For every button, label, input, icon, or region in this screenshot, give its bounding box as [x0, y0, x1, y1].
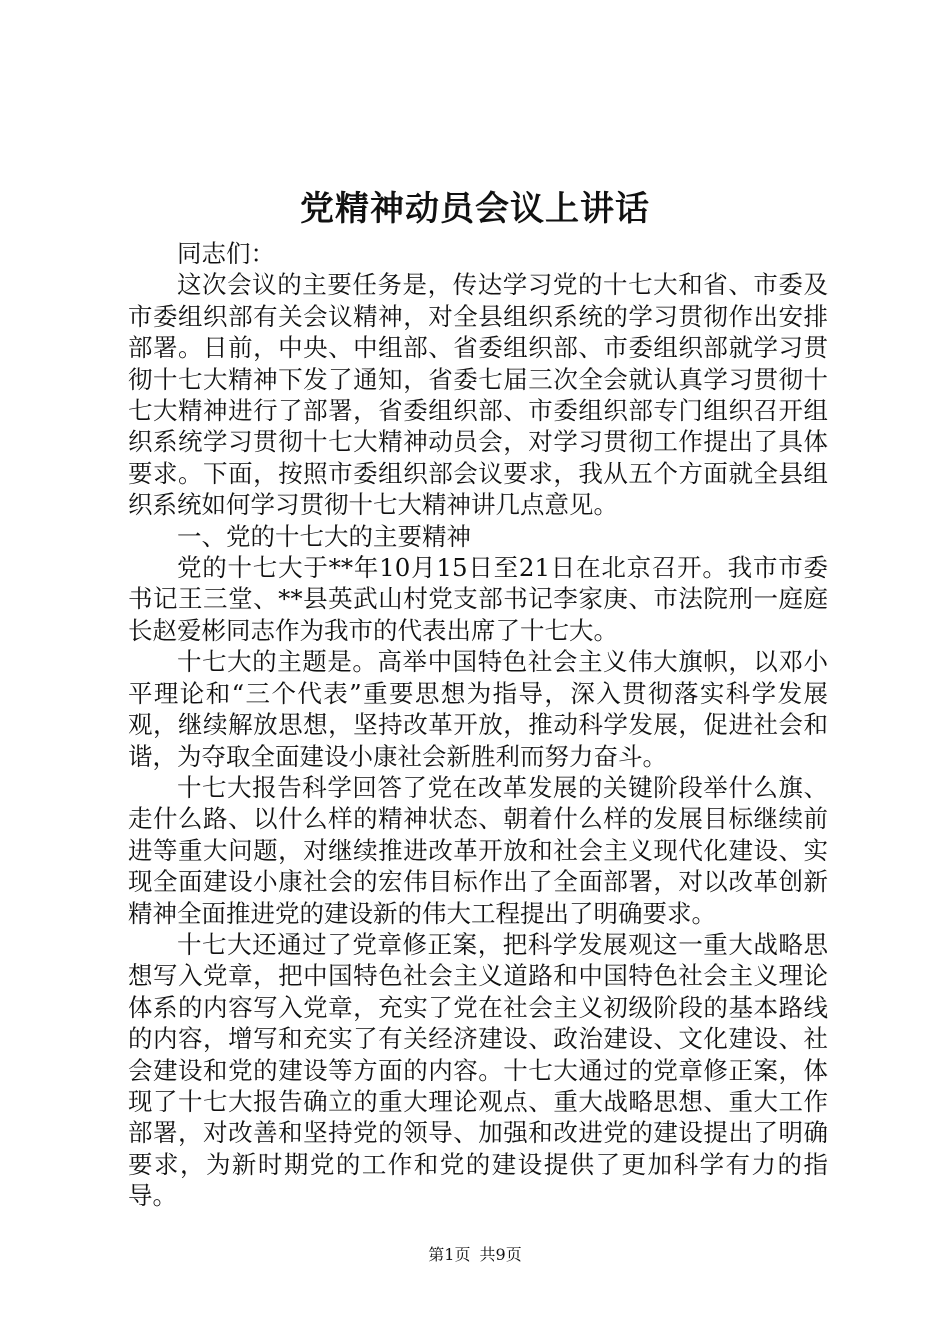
salutation-paragraph: 同志们： — [177, 239, 275, 268]
page-number: 第1页 — [428, 1245, 471, 1264]
body-paragraph: 党的十七大于**年10月15日至21日在北京召开。我市市委书记王三堂、**县英武山村党支部书记李家庚、市法院刑一庭庭长赵爱彬同志作为我市的代表出席了十七大。 — [128, 553, 828, 645]
page-total: 共9页 — [479, 1245, 522, 1264]
intro-paragraph: 这次会议的主要任务是，传达学习党的十七大和省、市委及市委组织部有关会议精神，对全县组织系统的学习贯彻作出安排部署。日前，中央、中组部、省委组织部、市委组织部就学习贯彻十七大精神下发了通知，省委七届三次全会就认真学习贯彻十七大精神进行了部署，省委组织部、市委组织部专门组织召开组织系统学习贯彻十七大精神动员会，对学习贯彻工作提出了具体要求。下面，按照市委组织部会议要求，我从五个方面就全县组织系统如何学习贯彻十七大精神讲几点意见。 — [128, 270, 828, 520]
section-heading: 一、党的十七大的主要精神 — [177, 521, 471, 551]
document-title: 党精神动员会议上讲话 — [300, 189, 650, 229]
document-body — [128, 238, 828, 1212]
body-paragraph: 十七大报告科学回答了党在改革发展的关键阶段举什么旗、走什么路、以什么样的精神状态、朝着什么样的发展目标继续前进等重大问题，对继续推进改革开放和社会主义现代化建设、实现全面建设小康社会的宏伟目标作出了全面部署，对以改革创新精神全面推进党的建设新的伟大工程提出了明确要求。 — [128, 772, 828, 928]
body-paragraph: 十七大的主题是。高举中国特色社会主义伟大旗帜，以邓小平理论和“三个代表”重要思想为指导，深入贯彻落实科学发展观，继续解放思想，坚持改革开放，推动科学发展，促进社会和谐，为夺取全面建设小康社会新胜利而努力奋斗。 — [128, 647, 828, 771]
body-paragraph: 十七大还通过了党章修正案，把科学发展观这一重大战略思想写入党章，把中国特色社会主义道路和中国特色社会主义理论体系的内容写入党章，充实了党在社会主义初级阶段的基本路线的内容，增写和充实了有关经济建设、政治建设、文化建设、社会建设和党的建设等方面的内容。十七大通过的党章修正案，体现了十七大报告确立的重大理论观点、重大战略思想、重大工作部署，对改善和坚持党的领导、加强和改进党的建设提出了明确要求，为新时期党的工作和党的建设提供了更加科学有力的指导。 — [128, 929, 828, 1211]
page-footer — [0, 1244, 950, 1266]
